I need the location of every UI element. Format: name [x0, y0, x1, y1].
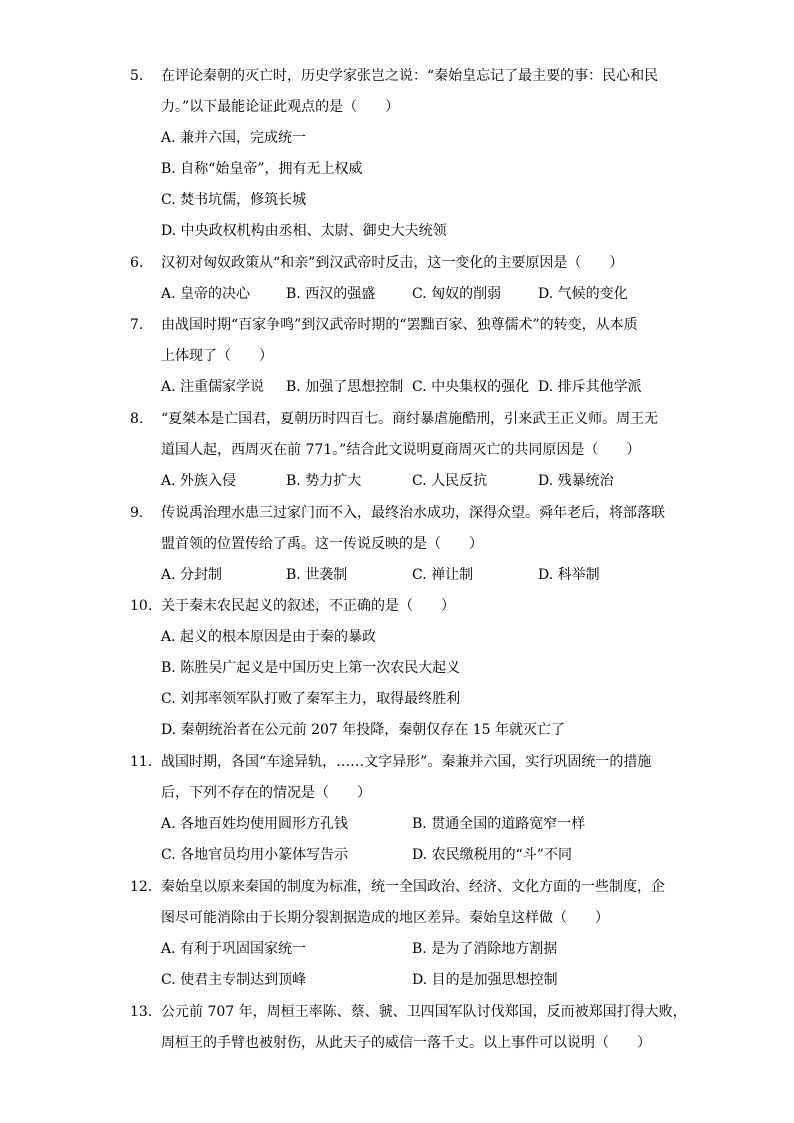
option-line	[130, 279, 670, 310]
stem-line	[130, 778, 670, 809]
stem-text: 汉初对匈奴政策从“和亲”到汉武帝时反击，这一变化的主要原因是（ ）	[161, 255, 624, 271]
option-c: C. 禅让制	[412, 567, 474, 583]
stem-text: 秦始皇以原来秦国的制度为标准，统一全国政治、经济、文化方面的一些制度，企	[161, 879, 665, 895]
stem-line	[130, 498, 670, 529]
question-number: 10.	[130, 598, 153, 614]
option-c: C. 各地官员均用小篆体写告示	[161, 847, 349, 863]
option-d: D. 农民缴税用的“斗”不同	[412, 847, 572, 863]
stem-text: 在评论秦朝的灭亡时，历史学家张岂之说：“秦始皇忘记了最主要的事：民心和民	[161, 68, 659, 84]
stem-line	[130, 435, 670, 466]
option-line	[130, 934, 670, 965]
question-number: 13.	[130, 1004, 153, 1020]
option-c: C. 匈奴的削弱	[412, 286, 502, 302]
option-b: B. 自称“始皇帝”，拥有无上权威	[161, 161, 363, 177]
option-a: A. 外族入侵	[161, 473, 237, 489]
question-number: 12.	[130, 879, 153, 895]
question-number: 8.	[130, 411, 144, 427]
option-line	[130, 622, 670, 653]
option-line	[130, 809, 670, 840]
option-a: A. 分封制	[161, 567, 223, 583]
question-13	[130, 997, 687, 1059]
stem-line	[130, 591, 670, 622]
question-9	[130, 498, 670, 591]
stem-text: 战国时期，各国“车途异轨，……文字异形”。秦兼并六国，实行巩固统一的措施	[161, 754, 652, 770]
question-number: 7.	[130, 317, 144, 333]
stem-line	[130, 61, 670, 92]
stem-text: 由战国时期“百家争鸣”到汉武帝时期的“罢黜百家、独尊儒术”的转变，从本质	[161, 317, 638, 333]
stem-line	[130, 529, 670, 560]
option-d: D. 气候的变化	[538, 286, 628, 302]
question-6	[130, 248, 670, 310]
question-7	[130, 310, 670, 403]
question-8	[130, 404, 670, 497]
option-d: D. 科举制	[538, 567, 600, 583]
stem-text: “夏桀本是亡国君，夏朝历时四百七。商纣暴虐施酷刑，引来武王正义师。周王无	[161, 411, 659, 427]
option-c: C. 使君主专制达到顶峰	[161, 972, 307, 988]
stem-line	[130, 341, 670, 372]
option-a: A. 皇帝的决心	[161, 286, 251, 302]
option-b: B. 是为了消除地方割据	[412, 941, 558, 957]
question-5	[130, 61, 670, 247]
question-12	[130, 872, 670, 996]
stem-text: 公元前 707 年，周桓王率陈、蔡、虢、卫四国军队讨伐郑国，反而被郑国打得大败，	[161, 1004, 687, 1020]
option-b: B. 西汉的强盛	[286, 286, 376, 302]
option-d: D. 秦朝统治者在公元前 207 年投降，秦朝仅存在 15 年就灭亡了	[161, 722, 565, 738]
option-line	[130, 715, 670, 746]
question-number: 11.	[130, 754, 153, 770]
option-c: C. 焚书坑儒，修筑长城	[161, 192, 307, 208]
question-number: 5.	[130, 68, 144, 84]
option-line	[130, 123, 670, 154]
option-line	[130, 684, 670, 715]
stem-text: 关于秦末农民起义的叙述，不正确的是（ ）	[161, 598, 455, 614]
option-a: A. 起义的根本原因是由于秦的暴政	[161, 629, 377, 645]
stem-text: 道国人起，西周灭在前 771。”结合此文说明夏商周灭亡的共同原因是（ ）	[161, 442, 641, 458]
stem-text: 图尽可能消除由于长期分裂割据造成的地区差异。秦始皇这样做（ ）	[161, 910, 609, 926]
option-line	[130, 466, 670, 497]
option-a: A. 各地百姓均使用圆形方孔钱	[161, 816, 349, 832]
option-a: A. 注重儒家学说	[161, 379, 265, 395]
option-d: D. 排斥其他学派	[538, 379, 642, 395]
stem-line	[130, 997, 687, 1028]
stem-line	[130, 872, 670, 903]
question-10	[130, 591, 670, 746]
option-b: B. 世袭制	[286, 567, 348, 583]
option-line	[130, 216, 670, 247]
option-a: A. 兼并六国，完成统一	[161, 130, 307, 146]
stem-line	[130, 747, 670, 778]
stem-line	[130, 248, 670, 279]
option-d: D. 目的是加强思想控制	[412, 972, 558, 988]
option-c: C. 中央集权的强化	[412, 379, 530, 395]
option-line	[130, 560, 670, 591]
option-line	[130, 185, 670, 216]
question-11	[130, 747, 670, 871]
stem-line	[130, 92, 670, 123]
option-d: D. 中央政权机构由丞相、太尉、御史大夫统领	[161, 223, 447, 239]
option-c: C. 刘邦率领军队打败了秦军主力，取得最终胜利	[161, 691, 461, 707]
option-line	[130, 965, 670, 996]
option-c: C. 人民反抗	[412, 473, 488, 489]
stem-text: 力。”以下最能论证此观点的是（ ）	[161, 99, 400, 115]
stem-line	[130, 1028, 670, 1059]
stem-line	[130, 310, 670, 341]
stem-text: 周桓王的手臂也被射伤，从此天子的威信一落千丈。以上事件可以说明（ ）	[161, 1035, 651, 1051]
option-b: B. 贯通全国的道路宽窄一样	[412, 816, 586, 832]
stem-text: 后，下列不存在的情况是（ ）	[161, 785, 371, 801]
option-a: A. 有利于巩固国家统一	[161, 941, 307, 957]
option-b: B. 势力扩大	[286, 473, 362, 489]
stem-line	[130, 903, 670, 934]
option-line	[130, 154, 670, 185]
question-number: 6.	[130, 255, 144, 271]
option-b: B. 陈胜吴广起义是中国历史上第一次农民大起义	[161, 660, 461, 676]
stem-text: 传说禹治理水患三过家门而不入，最终治水成功，深得众望。舜年老后，将部落联	[161, 505, 665, 521]
option-b: B. 加强了思想控制	[286, 379, 404, 395]
stem-line	[130, 404, 670, 435]
option-line	[130, 372, 670, 403]
option-d: D. 残暴统治	[538, 473, 614, 489]
stem-text: 上体现了（ ）	[161, 348, 273, 364]
option-line	[130, 653, 670, 684]
question-number: 9.	[130, 505, 144, 521]
option-line	[130, 840, 670, 871]
stem-text: 盟首领的位置传给了禹。这一传说反映的是（ ）	[161, 536, 483, 552]
